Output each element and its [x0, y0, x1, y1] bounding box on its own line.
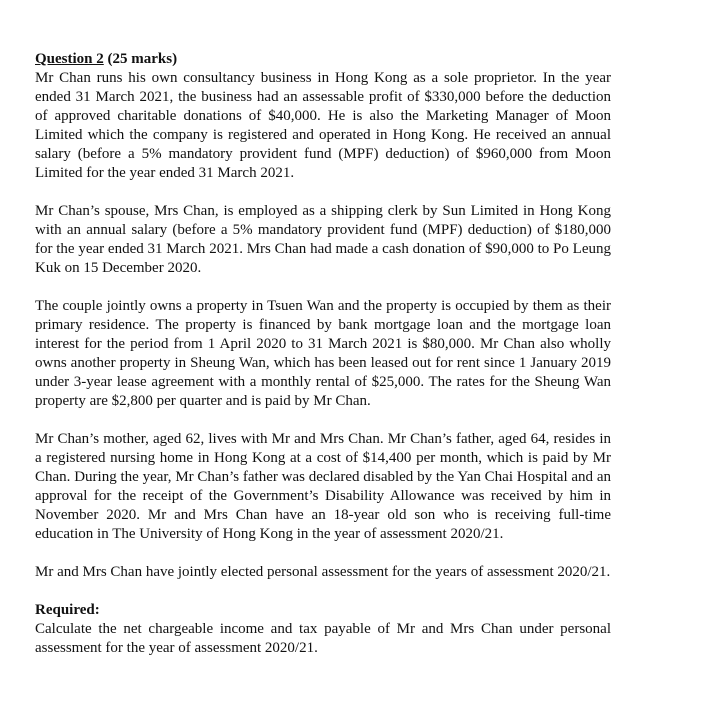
- paragraph-election: Mr and Mrs Chan have jointly elected personal assessment for the years of assessment 2020/21.: [35, 564, 611, 580]
- question-document: [35, 50, 611, 677]
- required-heading: Required:: [35, 602, 100, 618]
- question-number: Question 2: [35, 51, 104, 67]
- question-marks: (25 marks): [103, 51, 178, 67]
- required-text: Calculate the net chargeable income and tax payable of Mr and Mrs Chan under personal assessment for the year of assessment 2020/21.: [35, 621, 611, 656]
- paragraph-property: The couple jointly owns a property in Tsuen Wan and the property is occupied by them as their primary residence. The property is financed by bank mortgage loan and the mortgage loan interest for the period from 1 April 2020 to 31 March 2021 is $80,000. Mr Chan also wholly owns another property in Sheung Wan, which has been leased out for rent since 1 January 2019 under 3-year lease agreement with a monthly rental of $25,000. The rates for the Sheung Wan property are $2,800 per quarter and is paid by Mr Chan.: [35, 298, 611, 409]
- paragraph-spouse-income: Mr Chan’s spouse, Mrs Chan, is employed as a shipping clerk by Sun Limited in Hong Kong with an annual salary (before a 5% mandatory provident fund (MPF) deduction) of $180,000 for the year ended 31 March 2021. Mrs Chan had made a cash donation of $90,000 to Po Leung Kuk on 15 December 2020.: [35, 203, 611, 276]
- question-heading: [35, 50, 611, 69]
- paragraph-dependants: Mr Chan’s mother, aged 62, lives with Mr and Mrs Chan. Mr Chan’s father, aged 64, resides in a registered nursing home in Hong Kong at a cost of $14,400 per month, which is paid by Mr Chan. During the year, Mr Chan’s father was declared disabled by the Yan Chai Hospital and an approval for the receipt of the Government’s Disability Allowance was received by him in November 2020. Mr and Mrs Chan have an 18-year old son who is receiving full-time education in The University of Hong Kong in the year of assessment 2020/21.: [35, 431, 611, 542]
- paragraph-business-income: Mr Chan runs his own consultancy business in Hong Kong as a sole proprietor. In the year ended 31 March 2021, the business had an assessable profit of $330,000 before the deduction of approved charitable donations of $40,000. He is also the Marketing Manager of Moon Limited which the company is registered and operated in Hong Kong. He received an annual salary (before a 5% mandatory provident fund (MPF) deduction) of $960,000 from Moon Limited for the year ended 31 March 2021.: [35, 70, 611, 181]
